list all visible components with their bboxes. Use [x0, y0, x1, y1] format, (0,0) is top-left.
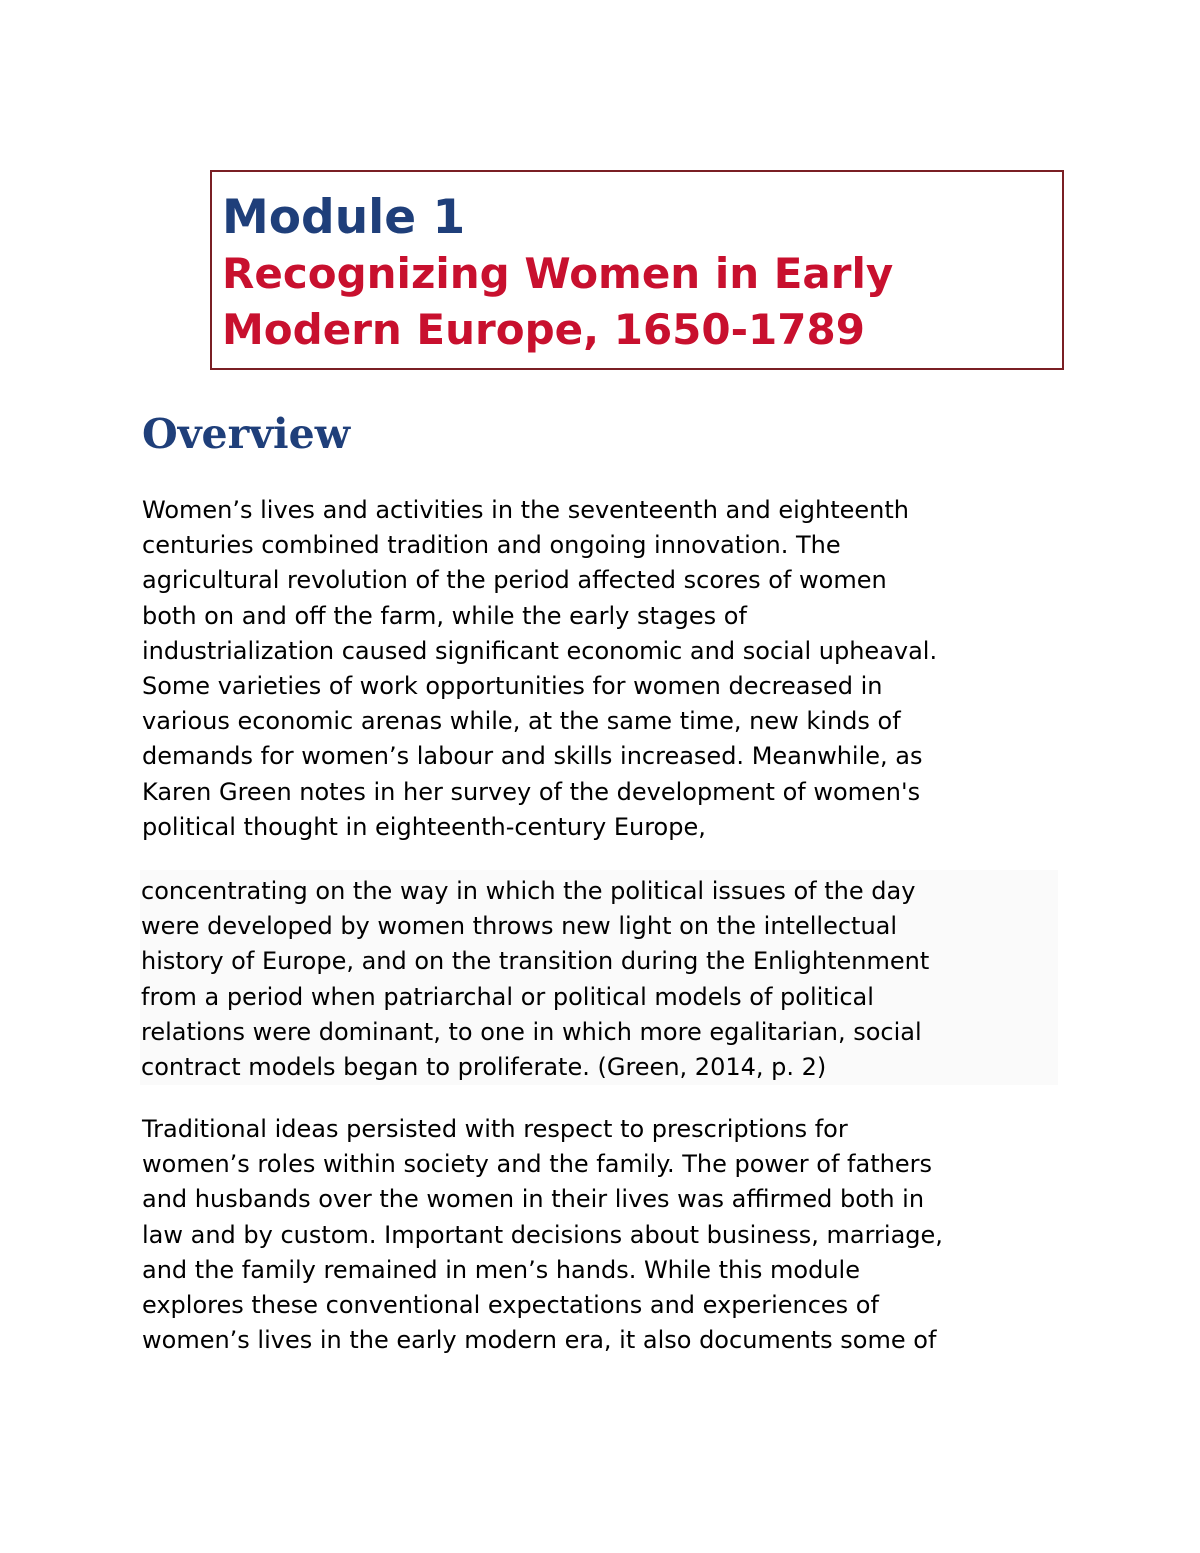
- paragraph-line: and husbands over the women in their lives was affirmed both in: [142, 1185, 925, 1214]
- module-title-line: Recognizing Women in Early: [222, 249, 894, 298]
- paragraph-line: centuries combined tradition and ongoing innovation. The: [142, 531, 841, 560]
- paragraph-line: Some varieties of work opportunities for women decreased in: [142, 672, 883, 701]
- overview-heading: Overview: [142, 410, 351, 458]
- paragraph-line: Women’s lives and activities in the seventeenth and eighteenth: [142, 496, 909, 524]
- paragraph-line: Traditional ideas persisted with respect to prescriptions for: [142, 1115, 848, 1143]
- block-quote: [140, 870, 1058, 1085]
- paragraph-line: demands for women’s labour and skills increased. Meanwhile, as: [142, 742, 923, 771]
- module-title-box: [210, 170, 1064, 370]
- paragraph-line: and the family remained in men’s hands. While this module: [142, 1255, 860, 1284]
- module-label: Module 1: [222, 190, 466, 245]
- paragraph-line: political thought in eighteenth-century Europe,: [142, 812, 706, 841]
- paragraph-line: industrialization caused significant economic and social upheaval.: [142, 636, 938, 665]
- paragraph-line: both on and off the farm, while the early stages of: [142, 601, 747, 630]
- paragraph-line: law and by custom. Important decisions about business, marriage,: [142, 1220, 943, 1249]
- paragraph-line: explores these conventional expectations and experiences of: [142, 1291, 879, 1320]
- quote-line: history of Europe, and on the transition during the Enlightenment: [141, 947, 930, 976]
- paragraph-line: women’s lives in the early modern era, it also documents some of: [142, 1326, 937, 1355]
- quote-line: from a period when patriarchal or political models of political: [141, 982, 874, 1011]
- quote-line: relations were dominant, to one in which more egalitarian, social: [141, 1017, 922, 1046]
- quote-line: concentrating on the way in which the political issues of the day: [141, 877, 916, 905]
- overview-paragraph-2: [142, 1112, 1082, 1358]
- paragraph-line: Karen Green notes in her survey of the development of women's: [142, 777, 921, 806]
- paragraph-line: agricultural revolution of the period affected scores of women: [142, 566, 887, 595]
- quote-line: were developed by women throws new light on the intellectual: [141, 912, 898, 941]
- quote-line: contract models began to proliferate. (Green, 2014, p. 2): [141, 1053, 827, 1082]
- module-title-line: Modern Europe, 1650-1789: [222, 305, 865, 354]
- paragraph-line: various economic arenas while, at the same time, new kinds of: [142, 707, 901, 736]
- paragraph-line: women’s roles within society and the family. The power of fathers: [142, 1150, 932, 1179]
- overview-paragraph-1: [142, 493, 1082, 845]
- module-title: [222, 246, 1062, 358]
